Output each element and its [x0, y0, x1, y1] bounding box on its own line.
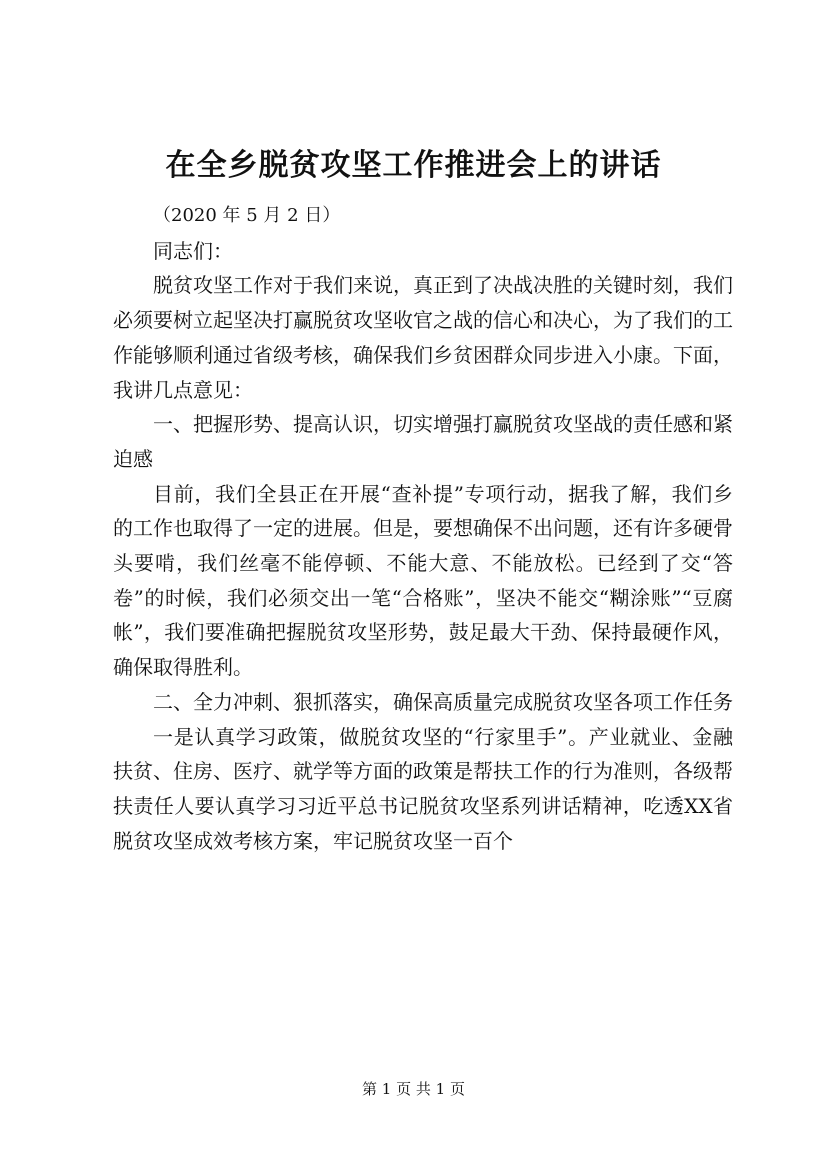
paragraph-policy-study: 一是认真学习政策，做脱贫攻坚的“行家里手”。产业就业、金融扶贫、住房、医疗、就学等方面的政策是帮扶工作的行为准则，各级帮扶责任人要认真学习习近平总书记脱贫攻坚系列讲话精神，吃透XX省脱贫攻坚成效考核方案，牢记脱贫攻坚一百个 [113, 724, 733, 853]
document-title: 在全乡脱贫攻坚工作推进会上的讲话 [165, 148, 662, 183]
paragraph-situation: 目前，我们全县正在开展“查补提”专项行动，据我了解，我们乡的工作也取得了一定的进展。但是，要想确保不出问题，还有许多硬骨头要啃，我们丝毫不能停顿、不能大意、不能放松。已经到了交“答卷”的时候，我们必须交出一笔“合格账”，坚决不能交“糊涂账”“豆腐帐”，我们要准确把握脱贫攻坚形势，鼓足最大干劲、保持最硬作风，确保取得胜利。 [113, 481, 733, 680]
salutation: 同志们： [153, 238, 233, 263]
section-heading-1: 一、把握形势、提高认识，切实增强打赢脱贫攻坚战的责任感和紧迫感 [113, 412, 733, 471]
speech-date: （2020 年 5 月 2 日） [153, 205, 341, 226]
paragraph-intro: 脱贫攻坚工作对于我们来说，真正到了决战决胜的关键时刻，我们必须要树立起坚决打赢脱贫攻坚收官之战的信心和决心，为了我们的工作能够顺利通过省级考核，确保我们乡贫困群众同步进入小康。下面，我讲几点意见： [113, 273, 733, 402]
section-heading-2: 二、全力冲刺、狠抓落实，确保高质量完成脱贫攻坚各项工作任务 [153, 689, 733, 714]
document-body [113, 199, 733, 858]
page-footer: 第 1 页 共 1 页 [362, 1080, 465, 1098]
